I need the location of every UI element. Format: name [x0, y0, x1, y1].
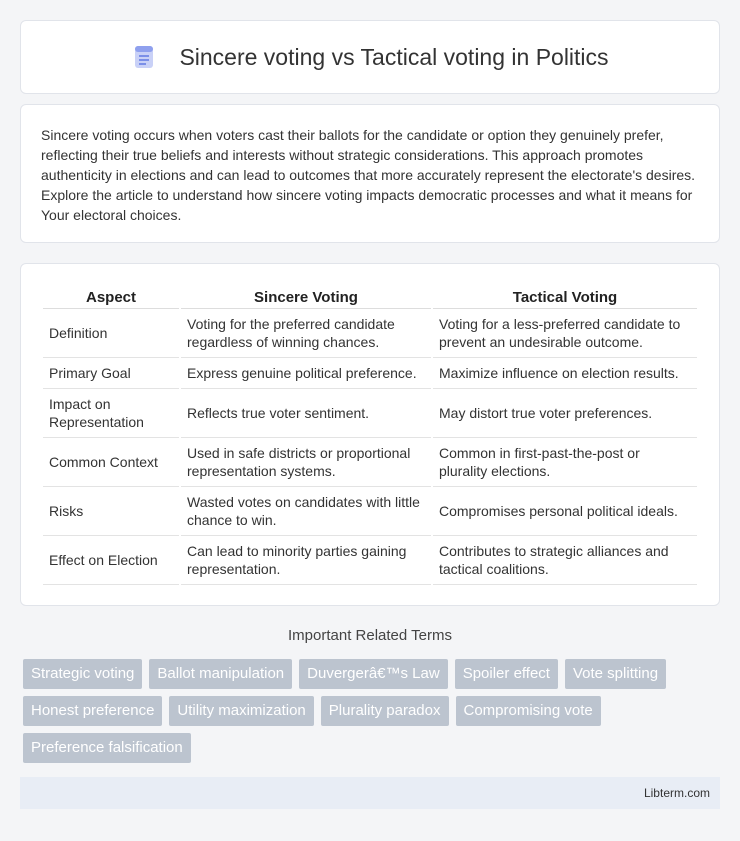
row-aspect: Primary Goal — [43, 358, 179, 389]
row-aspect: Definition — [43, 309, 179, 358]
table-row — [43, 536, 697, 585]
table-row — [43, 438, 697, 487]
tag-strategic-voting[interactable]: Strategic voting — [23, 659, 142, 689]
header-aspect: Aspect — [43, 285, 179, 309]
tag-vote-splitting[interactable]: Vote splitting — [565, 659, 666, 689]
row-aspect: Effect on Election — [43, 536, 179, 585]
footer-site-link[interactable]: Libterm.com — [643, 786, 710, 800]
row-sincere: Can lead to minority parties gaining representation. — [181, 536, 431, 585]
table-row — [43, 358, 697, 389]
header-tactical: Tactical Voting — [433, 285, 697, 309]
title-card — [20, 20, 720, 94]
page-title: Sincere voting vs Tactical voting in Politics — [179, 43, 609, 70]
intro-card — [20, 104, 720, 243]
header-sincere: Sincere Voting — [181, 285, 431, 309]
row-sincere: Wasted votes on candidates with little chance to win. — [181, 487, 431, 536]
tag-preference-falsification[interactable]: Preference falsification — [23, 733, 191, 763]
table-row — [43, 389, 697, 438]
row-aspect: Common Context — [43, 438, 179, 487]
comparison-table — [41, 285, 699, 585]
row-sincere: Express genuine political preference. — [181, 358, 431, 389]
related-terms-list — [23, 659, 713, 763]
tag-utility-maximization[interactable]: Utility maximization — [169, 696, 313, 726]
related-terms-title: Important Related Terms — [288, 627, 452, 644]
row-sincere: Voting for the preferred candidate regardless of winning chances. — [181, 309, 431, 358]
row-tactical: May distort true voter preferences. — [433, 389, 697, 438]
table-header-row — [43, 285, 697, 309]
tag-spoiler-effect[interactable]: Spoiler effect — [455, 659, 558, 689]
row-aspect: Risks — [43, 487, 179, 536]
row-aspect: Impact on Representation — [43, 389, 179, 438]
intro-text: Sincere voting occurs when voters cast their ballots for the candidate or option they genuinely prefer, reflecting their true beliefs and interests without strategic considerations. This approach promotes authenticity in elections and can lead to outcomes that more accurately represent the electorate's desires. Explore the article to understand how sincere voting impacts democratic processes and what it means for Your electoral choices. — [41, 127, 696, 223]
row-tactical: Compromises personal political ideals. — [433, 487, 697, 536]
table-row — [43, 487, 697, 536]
row-tactical: Contributes to strategic alliances and tactical coalitions. — [433, 536, 697, 585]
tag-duvergers-law[interactable]: Duvergerâ€™s Law — [299, 659, 448, 689]
tag-plurality-paradox[interactable]: Plurality paradox — [321, 696, 449, 726]
row-sincere: Used in safe districts or proportional representation systems. — [181, 438, 431, 487]
document-icon — [131, 44, 157, 70]
row-tactical: Common in first-past-the-post or plurality elections. — [433, 438, 697, 487]
row-tactical: Voting for a less-preferred candidate to prevent an undesirable outcome. — [433, 309, 697, 358]
row-tactical: Maximize influence on election results. — [433, 358, 697, 389]
tag-honest-preference[interactable]: Honest preference — [23, 696, 162, 726]
tag-ballot-manipulation[interactable]: Ballot manipulation — [149, 659, 292, 689]
row-sincere: Reflects true voter sentiment. — [181, 389, 431, 438]
footer — [20, 777, 720, 809]
tag-compromising-vote[interactable]: Compromising vote — [456, 696, 601, 726]
table-row — [43, 309, 697, 358]
comparison-card — [20, 263, 720, 606]
